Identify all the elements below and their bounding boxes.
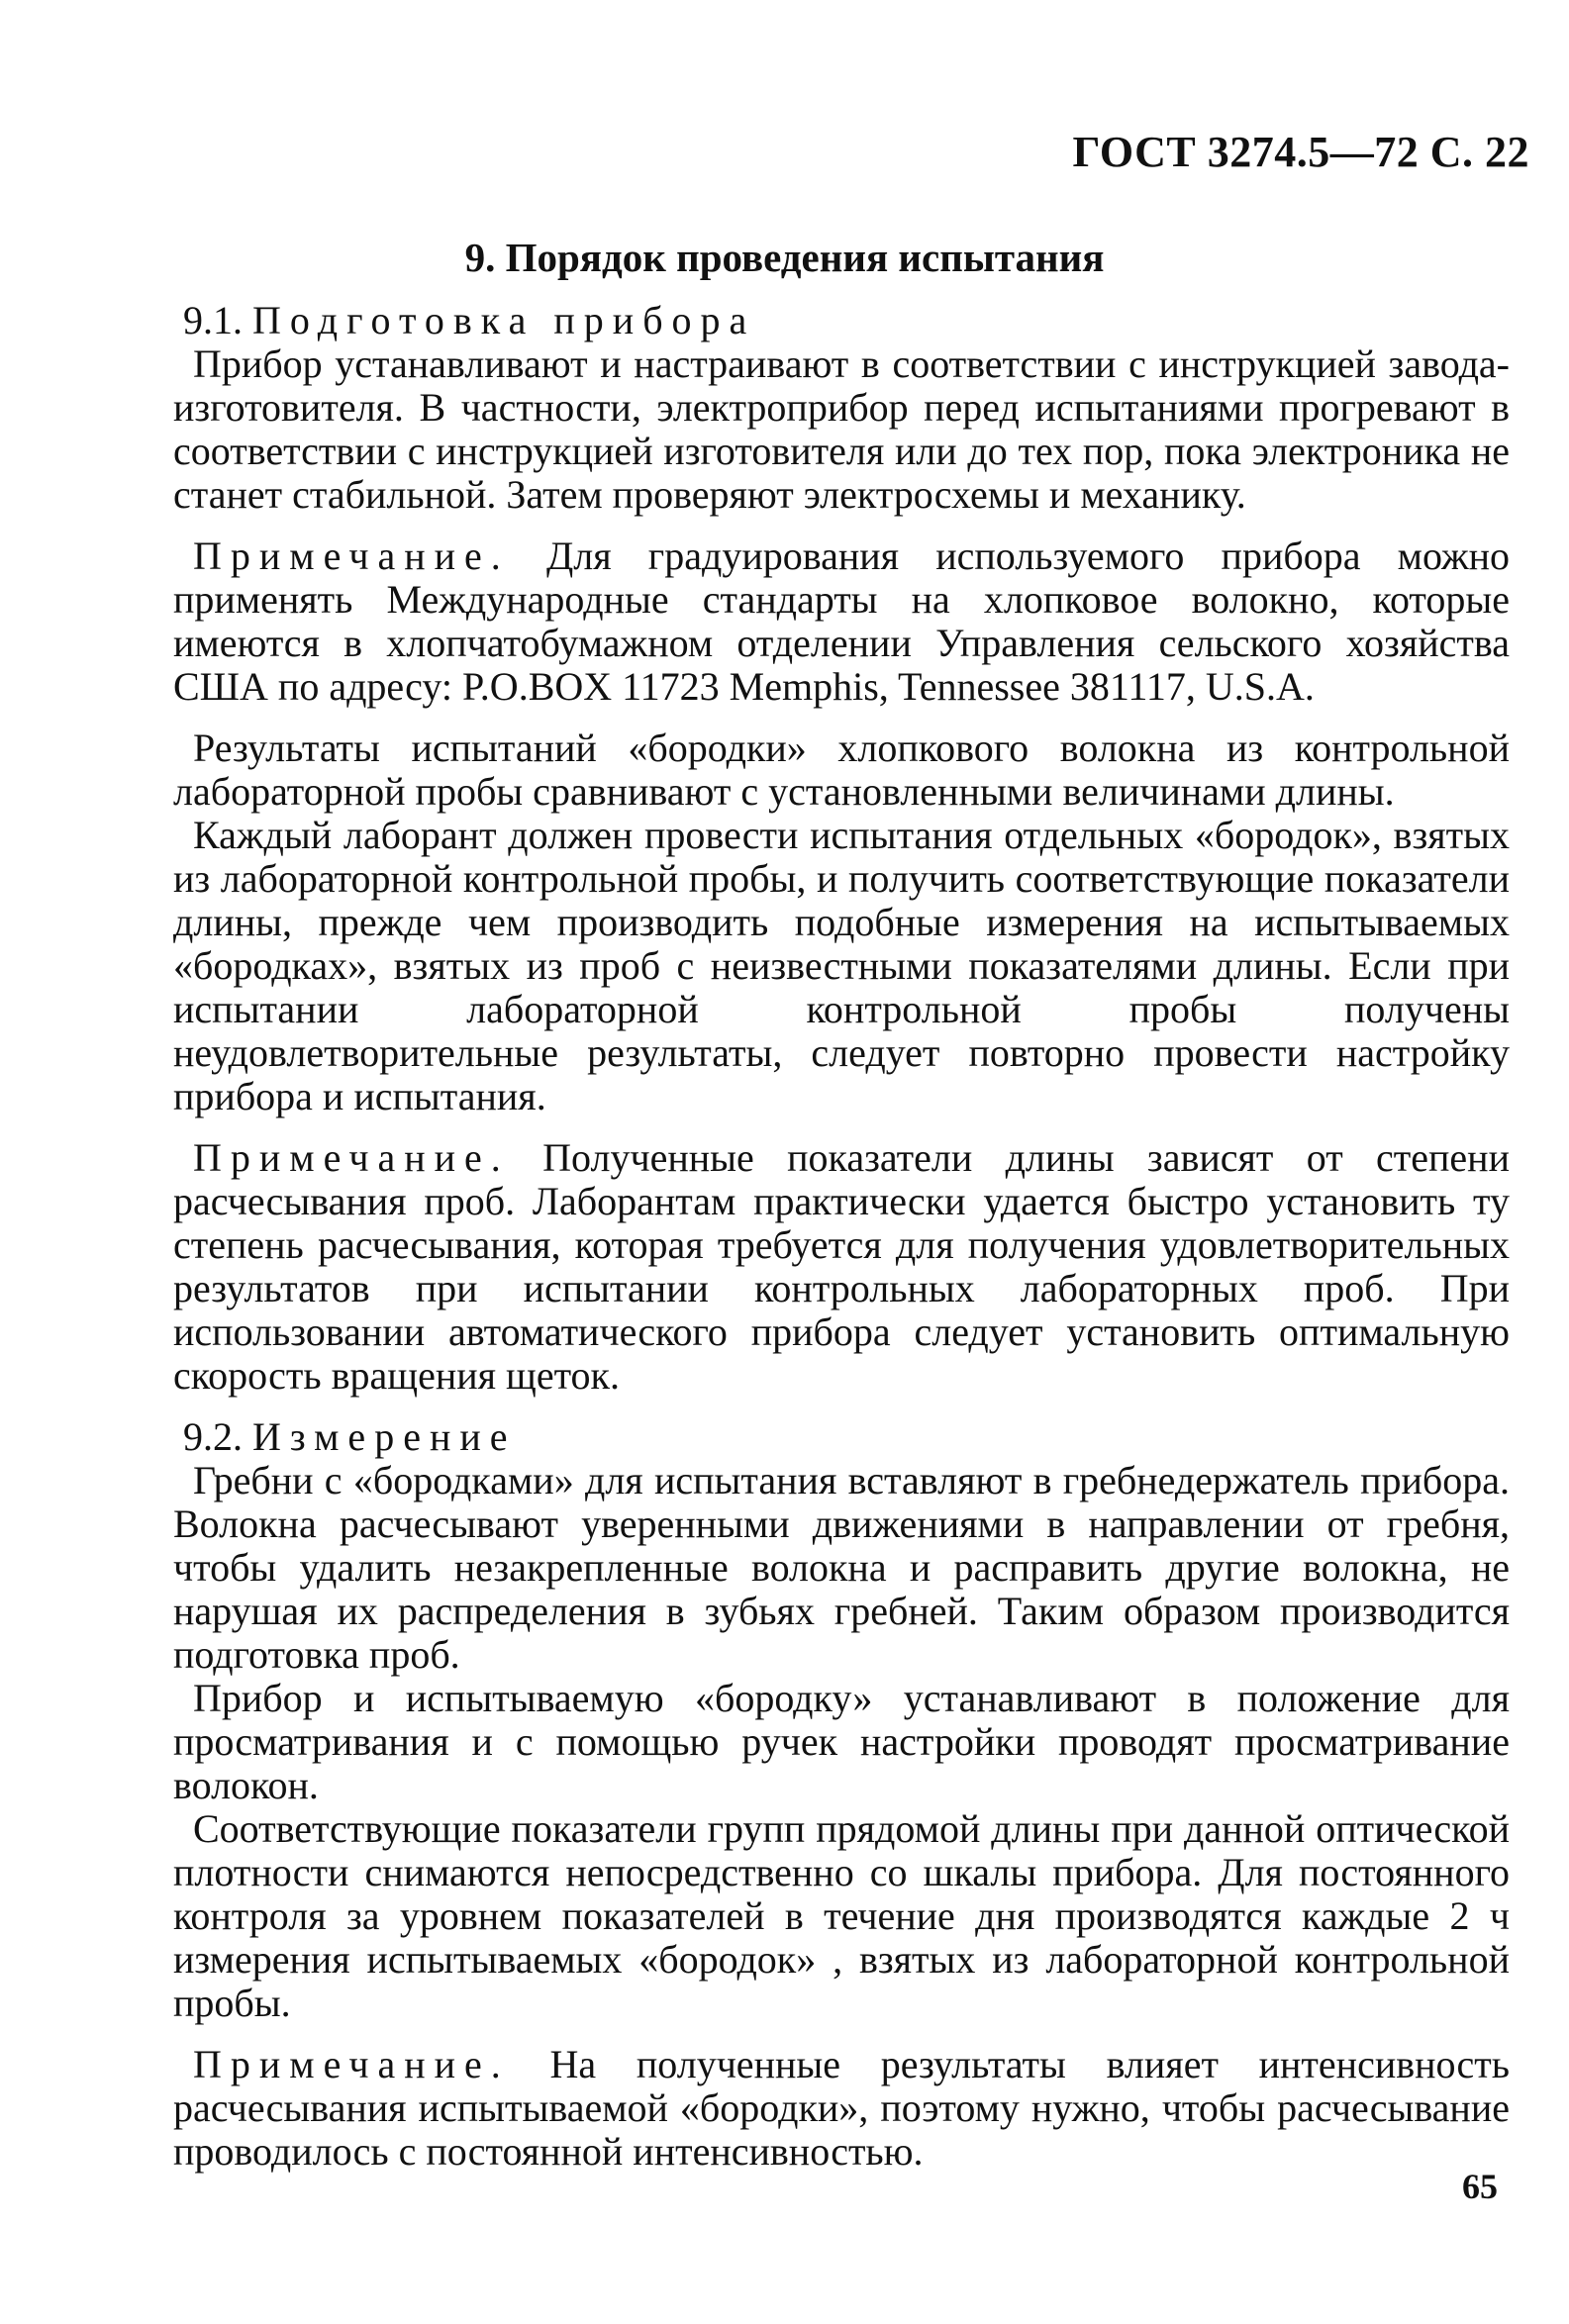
note-label: Примечание. bbox=[193, 533, 510, 578]
subsection-title: Подготовка прибора bbox=[252, 298, 756, 342]
note-label: Примечание. bbox=[193, 1135, 510, 1180]
document-header: ГОСТ 3274.5—72 С. 22 bbox=[1072, 128, 1529, 176]
note bbox=[173, 1136, 1510, 1398]
document-body bbox=[173, 299, 1510, 2174]
note-text: На полученные результаты влияет интенсивность расчесывания испытываемой «бородки», поэтому нужно, чтобы расчесывание проводилось с постоянной интенсивностью. bbox=[173, 2042, 1511, 2174]
paragraph: Результаты испытаний «бородки» хлопкового волокна из контрольной лабораторной пробы сравнивают с установленными величинами длины. bbox=[173, 726, 1510, 814]
paragraph: Прибор устанавливают и настраивают в соответствии с инструкцией завода-изготовителя. В частности, электроприбор перед испытаниями прогревают в соответствии с инструкцией изготовителя или до тех пор, пока электроника не станет стабильной. Затем проверяют электросхемы и механику. bbox=[173, 341, 1510, 517]
paragraph: Прибор и испытываемую «бородку» устанавливают в положение для просматривания и с помощью ручек настройки проводят просматривание волокон. bbox=[173, 1676, 1510, 1807]
paragraph: Гребни с «бородками» для испытания вставляют в гребнедержатель прибора. Волокна расчесывают уверенными движениями в направлении от гребня, чтобы удалить незакрепленные волокна и расправить другие волокна, не нарушая их распределения в зубьях гребней. Таким образом производится подготовка проб. bbox=[173, 1458, 1510, 1677]
paragraph: Каждый лаборант должен провести испытания отдельных «бородок», взятых из лабораторной контрольной пробы, и получить соответствующие показатели длины, прежде чем производить подобные измерения на испытываемых «бородках», взятых из проб с неизвестными показателями длины. Если при испытании лабораторной контрольной пробы получены неудовлетворительные результаты, следует повторно провести настройку прибора и испытания. bbox=[173, 813, 1510, 1118]
note-text: Для градуирования используемого прибора можно применять Международные стандарты на хлопковое волокно, которые имеются в хлопчатобумажном отделении Управления сельского хозяйства США по адресу: P.O.BOX 11723 Memphis, Tennessee 381117, U.S.A. bbox=[173, 533, 1510, 709]
subsection-heading-9-2 bbox=[173, 1415, 1510, 1459]
subsection-number: 9.2. bbox=[183, 1414, 243, 1459]
subsection-number: 9.1. bbox=[183, 298, 243, 342]
subsection-heading-9-1 bbox=[173, 299, 1510, 342]
note bbox=[173, 2043, 1510, 2174]
note bbox=[173, 534, 1510, 709]
note-text: Полученные показатели длины зависят от степени расчесывания проб. Лаборантам практически удается быстро установить ту степень расчесывания, которая требуется для получения удовлетворительных результатов при испытании контрольных лабораторных проб. При использовании автоматического прибора следует установить оптимальную скорость вращения щеток. bbox=[173, 1135, 1510, 1398]
note-label: Примечание. bbox=[193, 2042, 510, 2086]
subsection-title: Измерение bbox=[252, 1414, 517, 1459]
paragraph: Соответствующие показатели групп прядомой длины при данной оптической плотности снимаются непосредственно со шкалы прибора. Для постоянного контроля за уровнем показателей в течение дня производятся каждые 2 ч измерения испытываемых «бородок» , взятых из лабораторной контрольной пробы. bbox=[173, 1806, 1510, 2025]
page-number: 65 bbox=[1462, 2167, 1498, 2206]
section-title: 9. Порядок проведения испытания bbox=[464, 235, 1105, 280]
